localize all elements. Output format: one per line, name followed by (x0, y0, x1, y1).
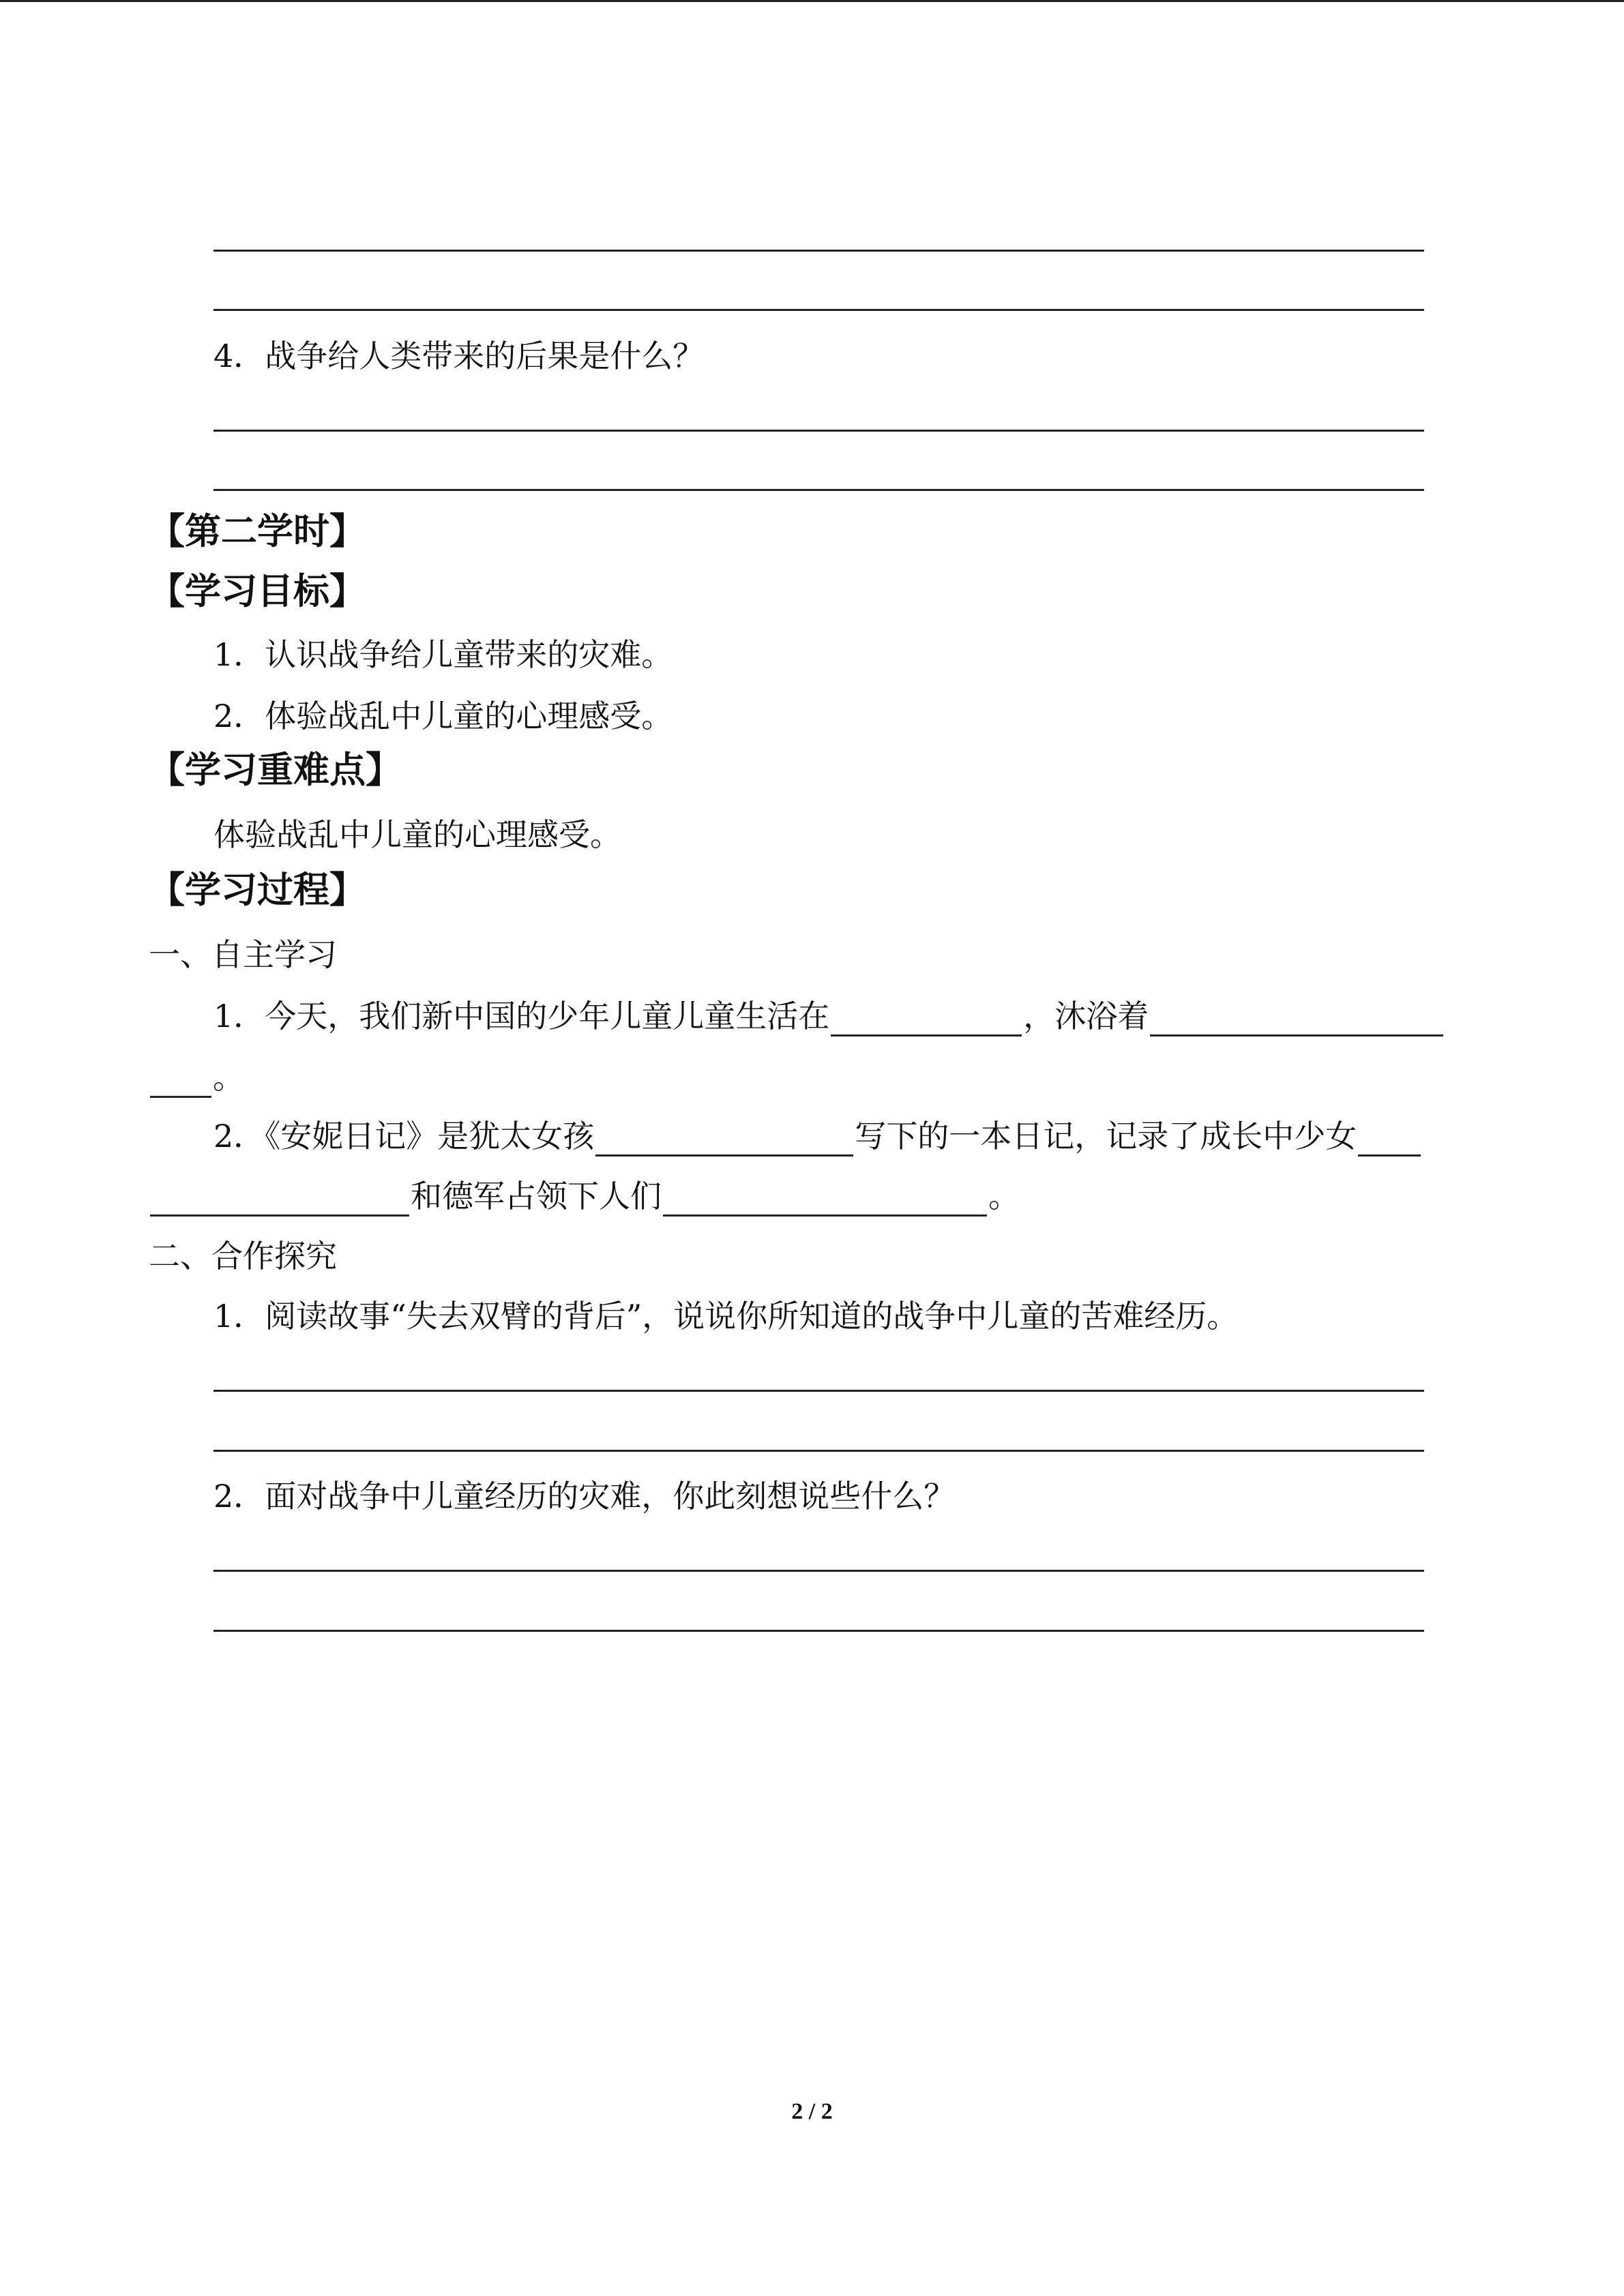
question-text: 。 (988, 1178, 1020, 1214)
answer-line[interactable] (213, 1570, 1424, 1572)
question-text: 写下的一本日记，记录了成长中少女 (855, 1118, 1357, 1154)
question-text: 。 (213, 1059, 244, 1096)
question-text: 2．《安妮日记》是犹太女孩 (213, 1118, 595, 1154)
fill-blank[interactable] (663, 1182, 987, 1217)
fill-blank[interactable] (150, 1063, 211, 1098)
fill-blank[interactable] (1358, 1122, 1421, 1157)
answer-line[interactable] (213, 430, 1424, 432)
heading-objectives: 【学习目标】 (149, 571, 366, 612)
heading-key-points: 【学习重难点】 (149, 749, 402, 791)
part-1-question-2 (213, 1116, 1422, 1157)
part-1-question-1-cont (149, 1057, 244, 1098)
question-text: 1．今天，我们新中国的少年儿童儿童生活在 (213, 998, 830, 1034)
question-4: 4．战争给人类带来的后果是什么？ (213, 338, 705, 374)
part-2-question-1: 1．阅读故事“失去双臂的背后”，说说你所知道的战争中儿童的苦难经历。 (213, 1298, 1239, 1335)
question-text: ，沐浴着 (1023, 998, 1149, 1034)
answer-line[interactable] (213, 1630, 1424, 1632)
heading-process: 【学习过程】 (149, 869, 366, 911)
answer-line[interactable] (213, 1390, 1424, 1392)
fill-blank[interactable] (831, 1002, 1022, 1037)
part-1-title: 一、自主学习 (149, 936, 337, 973)
objective-1: 1．认识战争给儿童带来的灾难。 (213, 636, 673, 673)
answer-line[interactable] (213, 1450, 1424, 1452)
answer-line[interactable] (213, 489, 1424, 491)
objective-2: 2．体验战乱中儿童的心理感受。 (213, 698, 673, 734)
answer-line[interactable] (213, 250, 1424, 252)
part-1-question-2-cont (149, 1176, 1020, 1217)
page-top-border (0, 0, 1624, 2)
fill-blank[interactable] (1150, 1002, 1443, 1037)
part-1-question-1 (213, 996, 1445, 1037)
heading-lesson-2: 【第二学时】 (149, 511, 366, 552)
question-text: 和德军占领下人们 (411, 1178, 662, 1214)
part-2-question-2: 2．面对战争中儿童经历的灾难，你此刻想说些什么？ (213, 1478, 956, 1515)
page-number: 2 / 2 (791, 2099, 833, 2124)
key-point-text: 体验战乱中儿童的心理感受。 (213, 816, 621, 853)
fill-blank[interactable] (150, 1182, 409, 1217)
answer-line[interactable] (213, 309, 1424, 311)
part-2-title: 二、合作探究 (149, 1238, 337, 1274)
fill-blank[interactable] (595, 1122, 853, 1157)
